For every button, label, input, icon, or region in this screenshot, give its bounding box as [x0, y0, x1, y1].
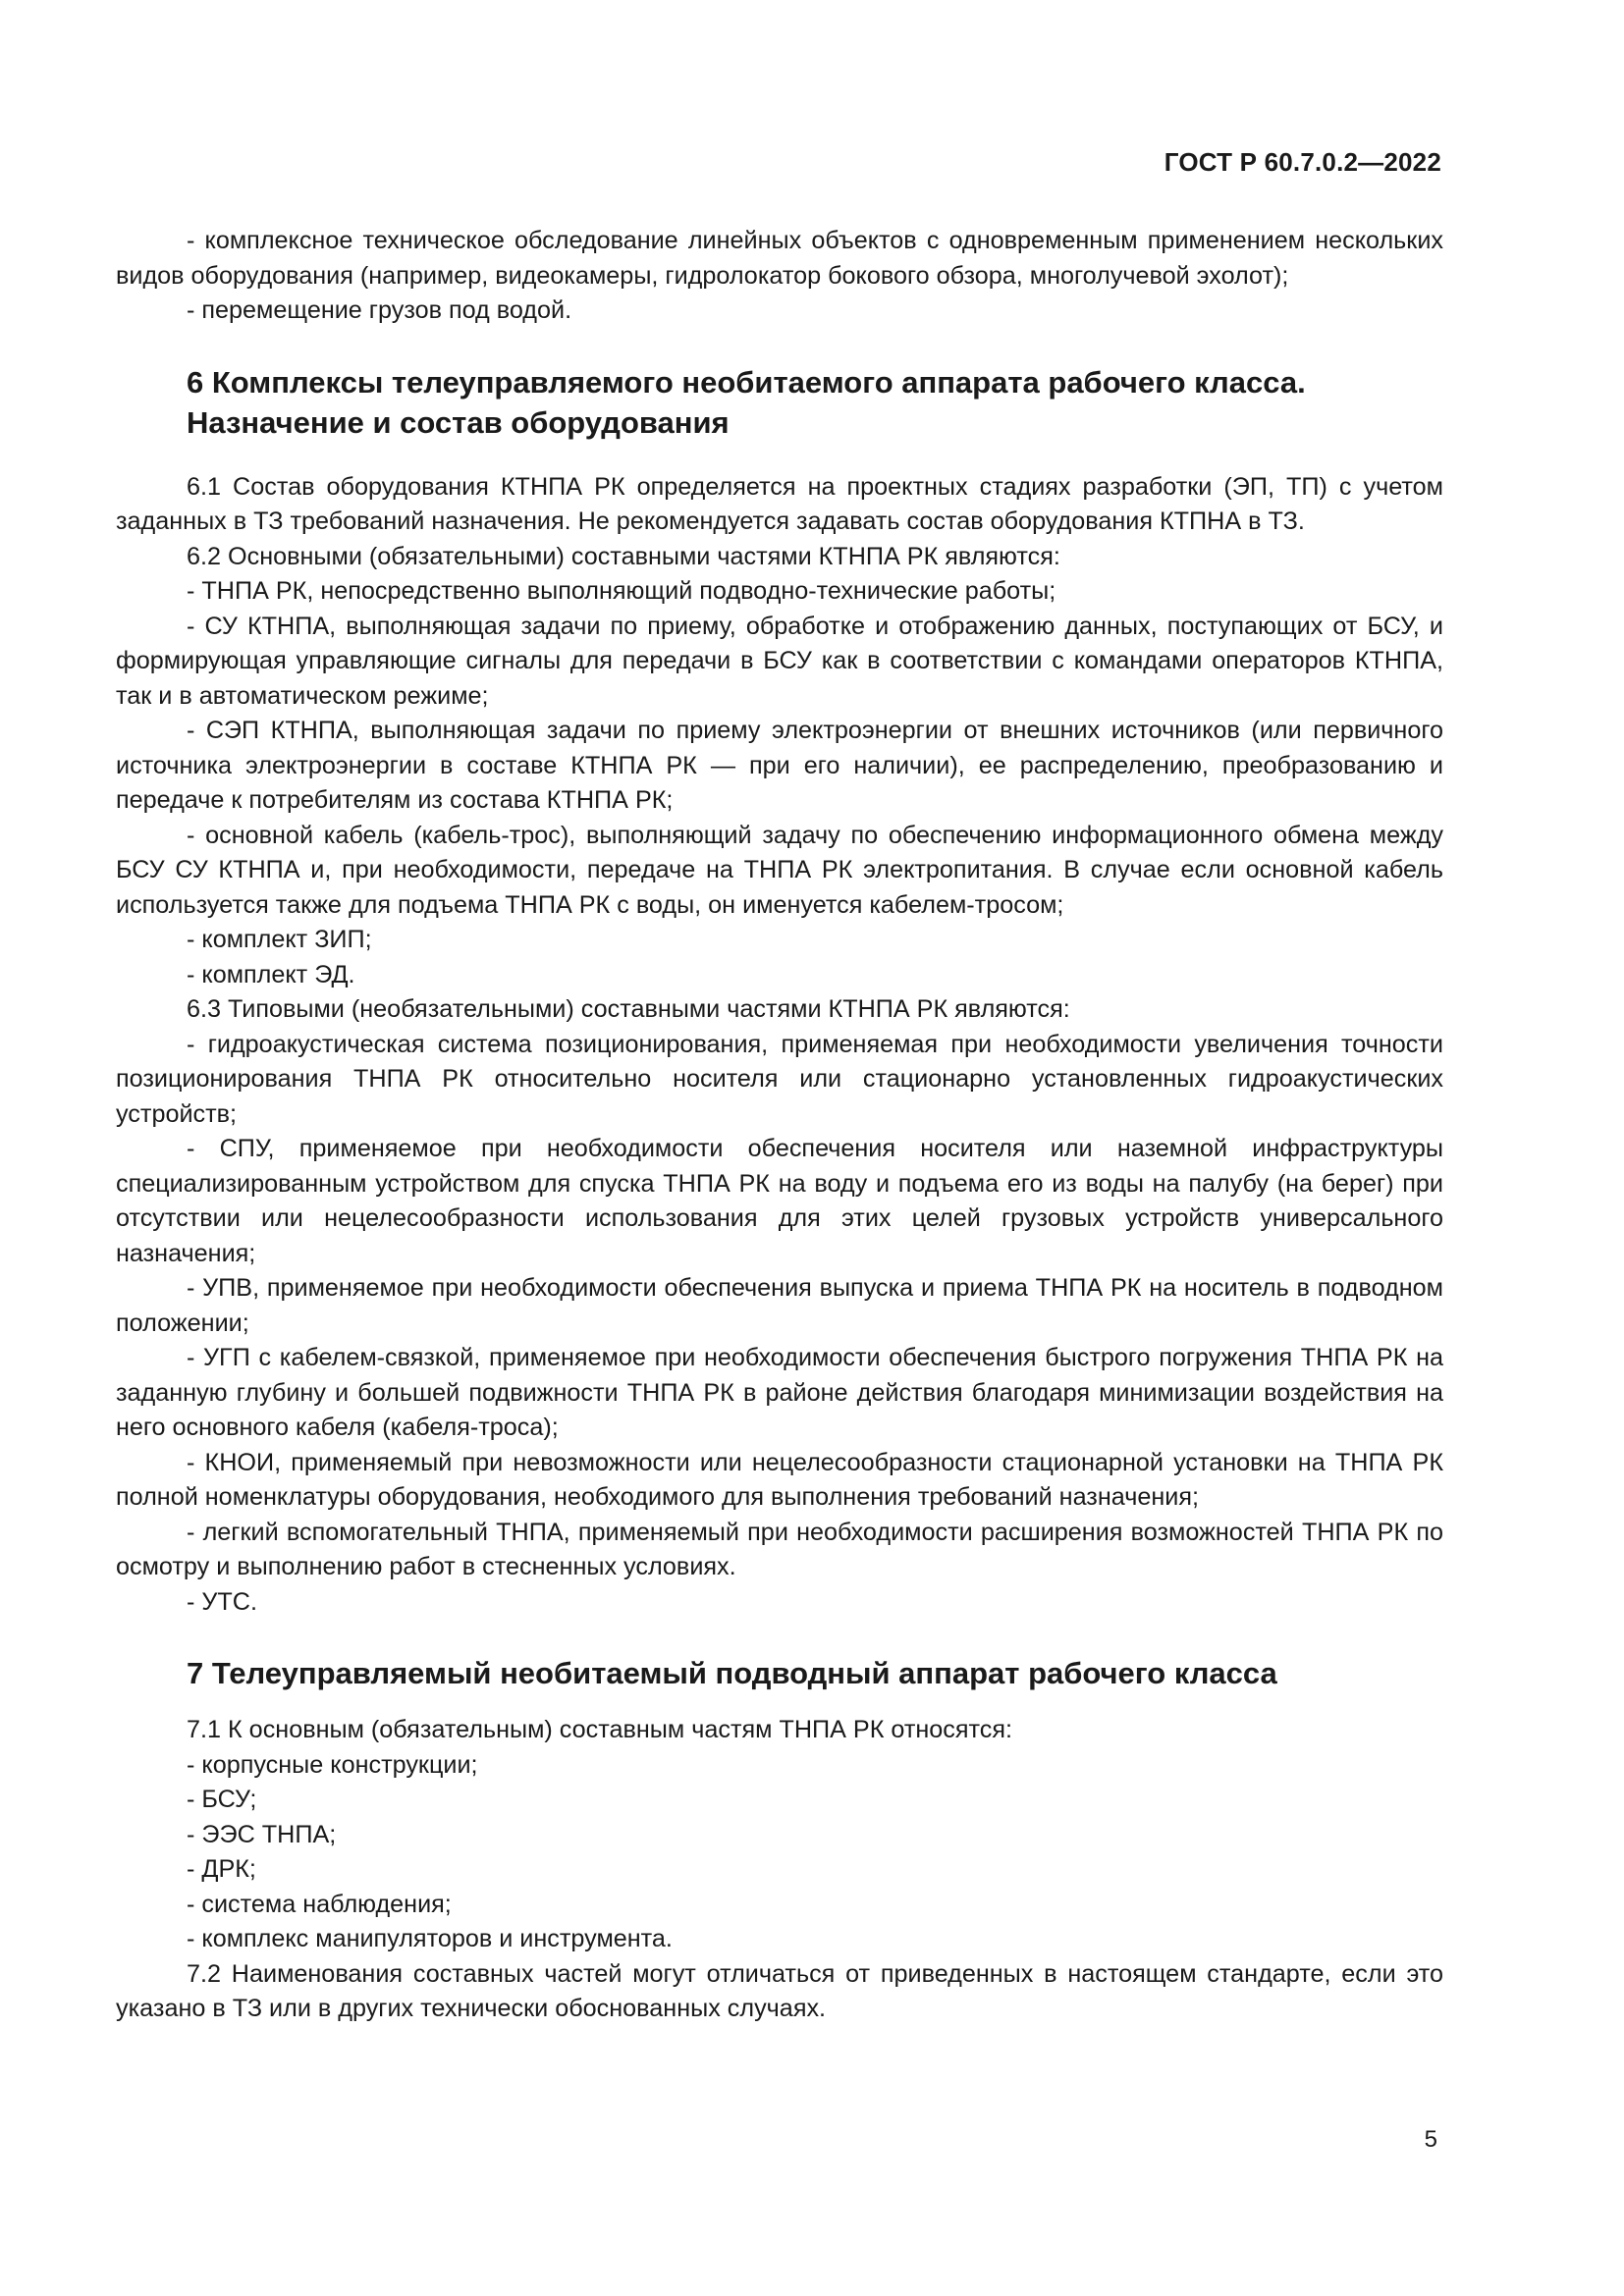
paragraph: - комплексное техническое обследование линейных объектов с одновременным применением нескольких видов оборудования (например, видеокамеры, гидролокатор бокового обзора, многолучевой эхолот); — [116, 227, 1443, 290]
section-6-heading — [116, 362, 1443, 443]
paragraph-7-2: 7.2 Наименования составных частей могут отличаться от приведенных в настоящем стандарте, если это указано в ТЗ или в других технически обоснованных случаях. — [116, 1959, 1443, 2022]
list-item: - ДРК; — [187, 1855, 256, 1883]
page-content — [116, 224, 1443, 2027]
list-item: - основной кабель (кабель-трос), выполняющий задачу по обеспечению информационного обмена между БСУ СУ КТНПА и, при необходимости, передаче на ТНПА РК электропитания. В случае если основной кабель используется также для подъема ТНПА РК с воды, он именуется кабелем-тросом; — [116, 821, 1443, 919]
section-6-heading-line-1: 6 Комплексы телеуправляемого необитаемого аппарата рабочего класса. — [187, 364, 1306, 400]
list-item: - перемещение грузов под водой. — [187, 296, 572, 324]
page-number: 5 — [1424, 2126, 1437, 2153]
list-item: - ЭЭС ТНПА; — [187, 1820, 337, 1848]
section-7-heading: 7 Телеуправляемый необитаемый подводный аппарат рабочего класса — [187, 1656, 1277, 1690]
list-item: - БСУ; — [187, 1786, 257, 1813]
list-item: - СПУ, применяемое при необходимости обеспечения носителя или наземной инфраструктуры специализированным устройством для спуска ТНПА РК на воду и подъема его из воды на палубу (на берег) при отсутствии или нецелесообразности использования для этих целей грузовых устройств универсального назначения; — [116, 1135, 1443, 1267]
list-item: - комплекс манипуляторов и инструмента. — [187, 1925, 673, 1952]
list-item: - СЭП КТНПА, выполняющая задачи по приему электроэнергии от внешних источников (или первичного источника электроэнергии в составе КТНПА РК — при его наличии), ее распределению, преобразованию и передаче к потребителям из состава КТНПА РК; — [116, 717, 1443, 814]
paragraph-6-3: 6.3 Типовыми (необязательными) составными частями КТНПА РК являются: — [187, 995, 1070, 1023]
section-6-heading-line-2: Назначение и состав оборудования — [187, 404, 730, 440]
list-item: - КНОИ, применяемый при невозможности или нецелесообразности стационарной установки на ТНПА РК полной номенклатуры оборудования, необходимого для выполнения требований назначения; — [116, 1448, 1443, 1511]
list-item: - УГП с кабелем-связкой, применяемое при необходимости обеспечения быстрого погружения ТНПА РК на заданную глубину и большей подвижности ТНПА РК в районе действия благодаря минимизации воздействия на него основного кабеля (кабеля-троса); — [116, 1344, 1443, 1441]
list-item: - комплект ЭД. — [187, 960, 355, 988]
list-item: - легкий вспомогательный ТНПА, применяемый при необходимости расширения возможностей ТНПА РК по осмотру и выполнению работ в стесненных условиях. — [116, 1518, 1443, 1580]
list-item: - УПВ, применяемое при необходимости обеспечения выпуска и приема ТНПА РК на носитель в подводном положении; — [116, 1274, 1443, 1337]
list-item: - ТНПА РК, непосредственно выполняющий подводно-технические работы; — [187, 577, 1056, 605]
list-item: - комплект ЗИП; — [187, 926, 372, 953]
list-item: - гидроакустическая система позиционирования, применяемая при необходимости увеличения точности позиционирования ТНПА РК относительно носителя или стационарно установленных гидроакустических устройств; — [116, 1030, 1443, 1128]
paragraph-7-1: 7.1 К основным (обязательным) составным частям ТНПА РК относятся: — [187, 1716, 1013, 1743]
paragraph-6-2: 6.2 Основными (обязательными) составными частями КТНПА РК являются: — [187, 542, 1060, 570]
document-header: ГОСТ Р 60.7.0.2—2022 — [1164, 147, 1441, 177]
paragraph-6-1: 6.1 Состав оборудования КТНПА РК определяется на проектных стадиях разработки (ЭП, ТП) с учетом заданных в ТЗ требований назначения. Не рекомендуется задавать состав оборудования КТПНА в ТЗ. — [116, 472, 1443, 535]
list-item: - система наблюдения; — [187, 1890, 452, 1918]
list-item: - УТС. — [187, 1587, 257, 1616]
list-item: - корпусные конструкции; — [187, 1750, 478, 1779]
list-item: - СУ КТНПА, выполняющая задачи по приему, обработке и отображению данных, поступающих от БСУ, и формирующая управляющие сигналы для передачи в БСУ как в соответствии с командами операторов КТНПА, так и в автоматическом режиме; — [116, 612, 1443, 710]
